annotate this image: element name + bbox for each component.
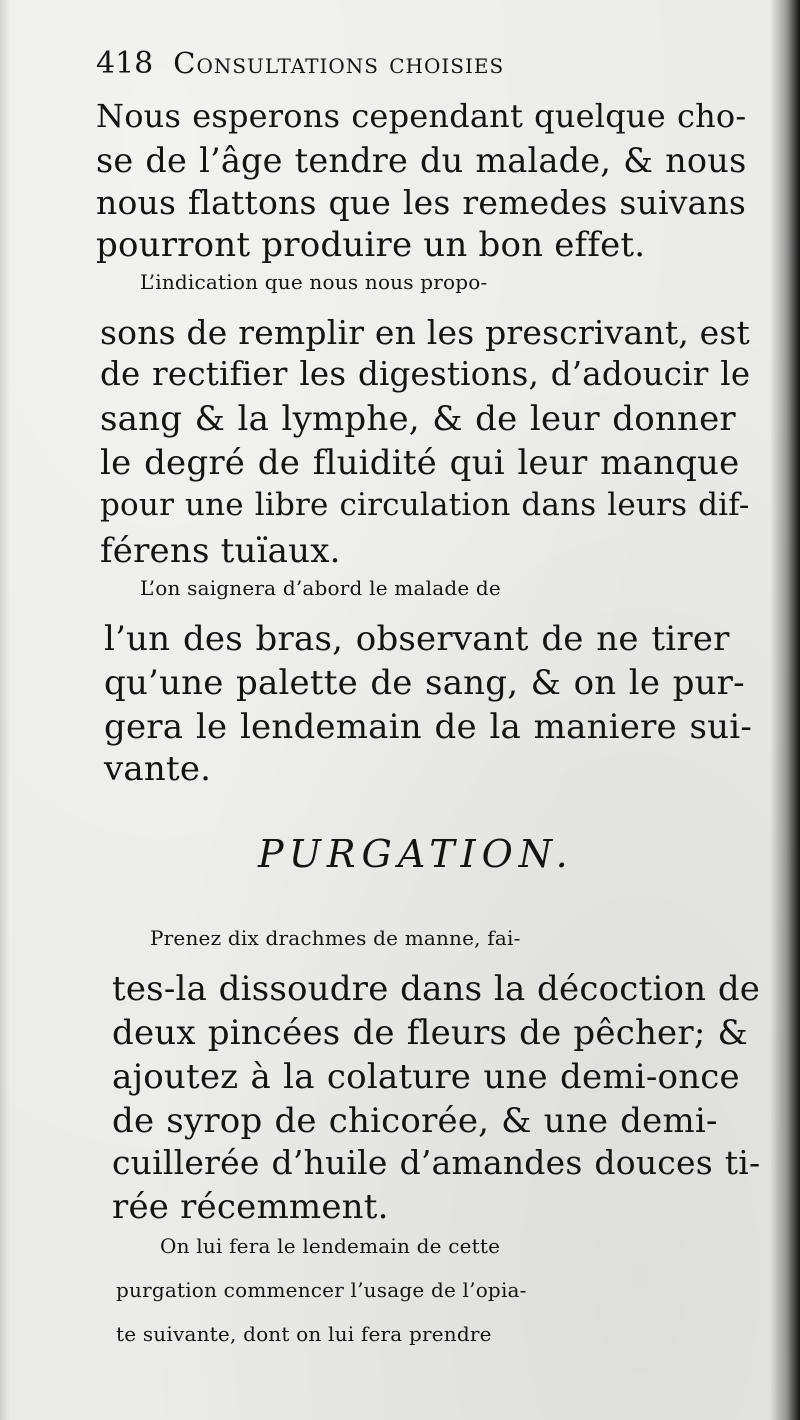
running-head: Consultations choisies bbox=[173, 46, 505, 80]
text-line: ajoutez à la colature une demi-once bbox=[112, 1057, 740, 1097]
text-line: cuillerée d’huile d’amandes douces ti- bbox=[112, 1143, 761, 1182]
text-line: de syrop de chicorée, & une demi- bbox=[112, 1101, 718, 1141]
text-line: On lui fera le lendemain de cette bbox=[160, 1234, 501, 1258]
text-line: l’un des bras, observant de ne tirer bbox=[104, 619, 730, 659]
text-line: férens tuïaux. bbox=[100, 531, 341, 571]
text-line: tes-la dissoudre dans la décoction de bbox=[112, 969, 761, 1009]
text-line: qu’une palette de sang, & on le pur- bbox=[104, 663, 745, 703]
page-left-edge bbox=[0, 0, 10, 1420]
page-gutter-shadow bbox=[770, 0, 800, 1420]
text-line: purgation commencer l’usage de l’opia- bbox=[116, 1278, 527, 1302]
section-heading: PURGATION. bbox=[258, 832, 574, 876]
text-line: vante. bbox=[104, 749, 212, 789]
page-header bbox=[96, 46, 736, 81]
text-line: rée récemment. bbox=[112, 1187, 389, 1227]
page-number: 418 bbox=[96, 46, 154, 81]
text-line: gera le lendemain de la maniere sui- bbox=[104, 707, 753, 747]
text-line: sons de remplir en les prescrivant, est bbox=[100, 313, 751, 352]
text-line: te suivante, dont on lui fera prendre bbox=[116, 1322, 492, 1346]
text-line: Prenez dix drachmes de manne, fai- bbox=[150, 926, 521, 950]
text-line: L’on saignera d’abord le malade de bbox=[140, 576, 501, 600]
text-line: pourront produire un bon effet. bbox=[96, 225, 646, 265]
text-line: L’indication que nous nous propo- bbox=[140, 270, 488, 294]
text-line: se de l’âge tendre du malade, & nous bbox=[96, 141, 747, 180]
text-line: nous flattons que les remedes suivans bbox=[96, 183, 747, 222]
text-line: le degré de fluidité qui leur manque bbox=[100, 443, 740, 483]
text-line: de rectifier les digestions, d’adoucir le bbox=[100, 355, 751, 393]
text-line: Nous esperons cependant quelque cho- bbox=[96, 97, 747, 135]
text-line: sang & la lymphe, & de leur donner bbox=[100, 399, 736, 439]
text-line: deux pincées de fleurs de pêcher; & bbox=[112, 1013, 748, 1053]
text-line: pour une libre circulation dans leurs dif- bbox=[100, 487, 750, 523]
